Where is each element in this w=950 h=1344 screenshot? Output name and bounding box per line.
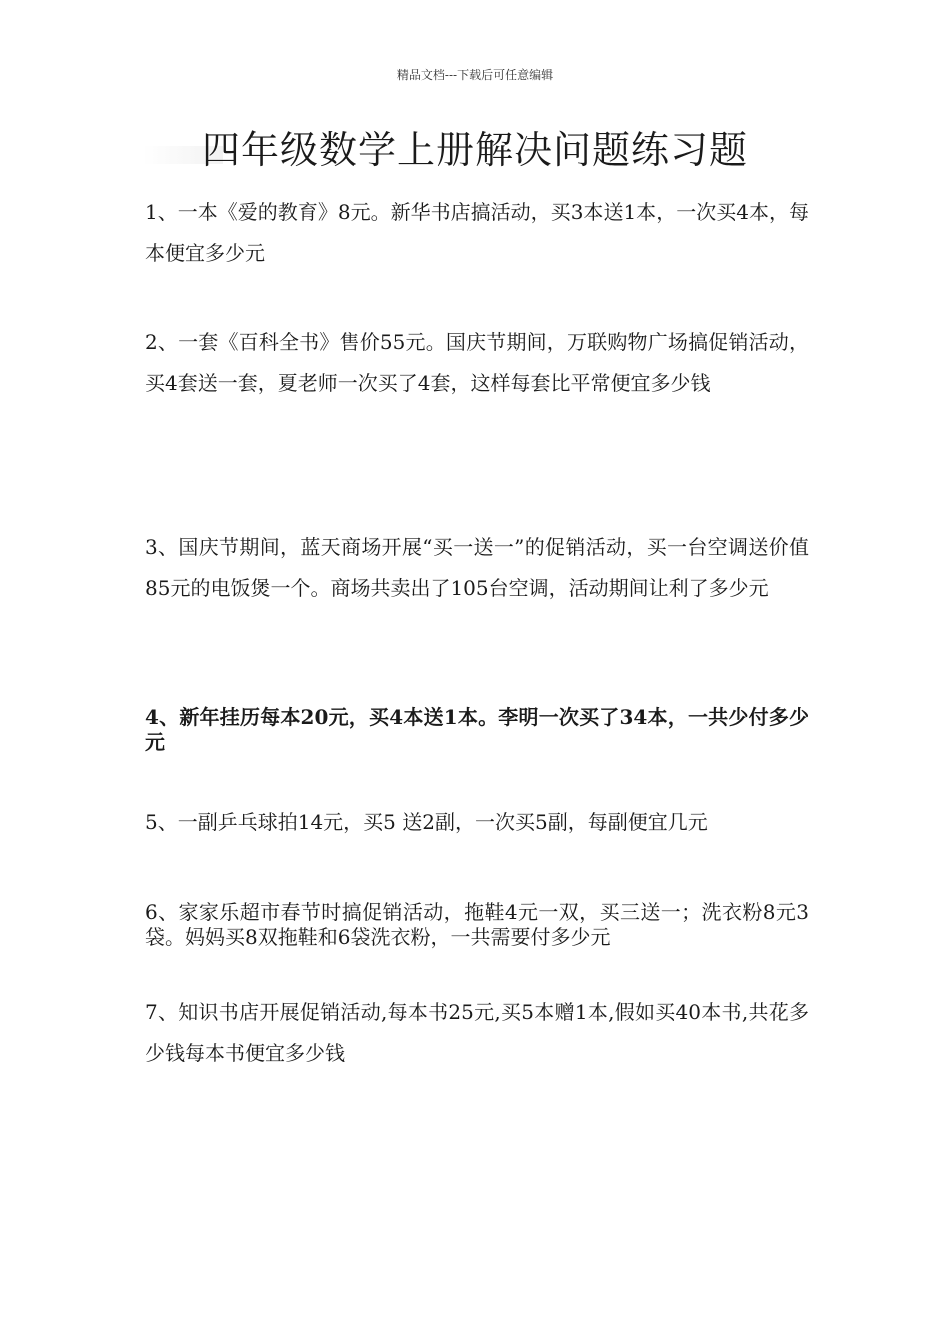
question-2: 2、一套《百科全书》售价55元。国庆节期间，万联购物广场搞促销活动，买4套送一套，夏老师一次买了4套，这样每套比平常便宜多少钱 [145,330,809,395]
question-3: 3、国庆节期间，蓝天商场开展“买一送一”的促销活动，买一台空调送价值85元的电饭煲一个。商场共卖出了105台空调，活动期间让利了多少元 [145,535,809,600]
question-7: 7、知识书店开展促销活动,每本书25元,买5本赠1本,假如买40本书,共花多少钱每本书便宜多少钱 [145,1000,809,1065]
page-title: 四年级数学上册解决问题练习题 [201,128,748,172]
question-4: 4、新年挂历每本20元，买4本送1本。李明一次买了34本，一共少付多少元 [145,705,809,754]
question-1: 1、一本《爱的教育》8元。新华书店搞活动，买3本送1本，一次买4本，每本便宜多少元 [145,200,809,265]
question-5: 5、一副乒乓球拍14元，买5 送2副，一次买5副，每副便宜几元 [145,810,708,834]
question-6: 6、家家乐超市春节时搞促销活动，拖鞋4元一双，买三送一；洗衣粉8元3袋。妈妈买8双拖鞋和6袋洗衣粉，一共需要付多少元 [145,900,809,949]
page-header-watermark: 精品文档---下载后可任意编辑 [396,68,554,82]
